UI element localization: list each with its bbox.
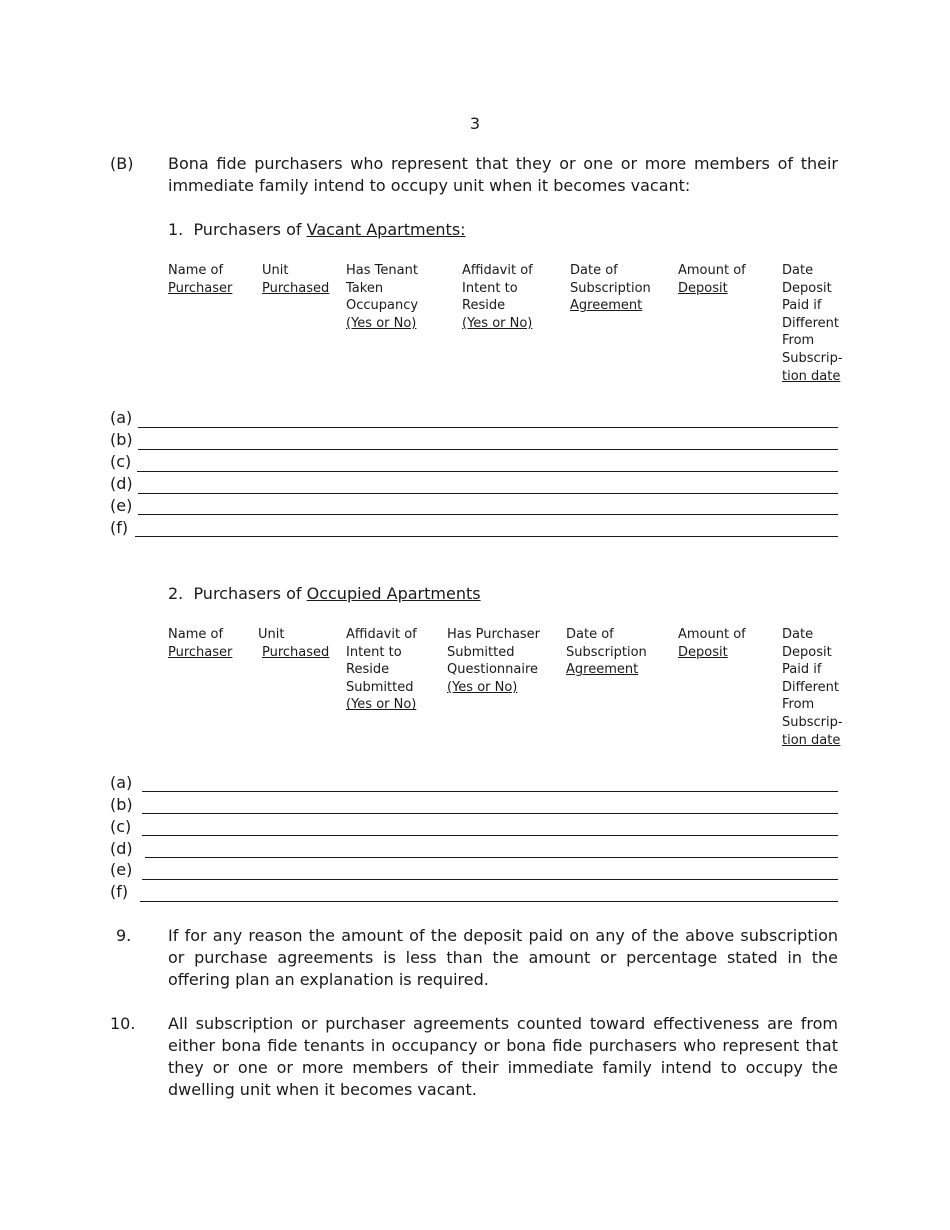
s2-col-date-deposit-paid: Date Deposit Paid if Different From Subscrip- tion date xyxy=(782,627,843,748)
s2-col-name-of-purchaser: Name of Purchaser xyxy=(168,627,233,660)
subsection-2-heading xyxy=(168,583,481,605)
item-10-number: 10. xyxy=(110,1014,136,1033)
s2-col-affidavit-of-intent: Affidavit of Intent to Reside Submitted (Yes or No) xyxy=(346,627,417,713)
s2-row-a-line[interactable] xyxy=(142,791,838,792)
subsection-2-number: 2. xyxy=(168,584,184,603)
subsection-2-prefix: Purchasers of xyxy=(193,584,307,603)
s2-col-has-purchaser-submitted: Has Purchaser Submitted Questionnaire (Yes or No) xyxy=(447,627,541,695)
s1-row-label: (f) xyxy=(110,518,129,537)
subsection-1-heading xyxy=(168,219,466,241)
s1-row-label: (c) xyxy=(110,452,132,471)
s2-row-f-line[interactable] xyxy=(140,901,838,902)
s2-row-e-line[interactable] xyxy=(142,879,838,880)
s1-col-unit-purchased: Unit Purchased xyxy=(262,263,330,296)
s2-col-amount-of-deposit: Amount of Deposit xyxy=(678,627,746,660)
subsection-1-prefix: Purchasers of xyxy=(193,220,307,239)
s1-col-has-tenant-taken-occupancy: Has Tenant Taken Occupancy (Yes or No) xyxy=(346,263,419,331)
s2-row-d-line[interactable] xyxy=(145,857,838,858)
s1-row-e-line[interactable] xyxy=(138,514,838,515)
s2-row-label: (c) xyxy=(110,817,132,836)
s2-row-label: (e) xyxy=(110,860,133,879)
s1-col-date-deposit-paid: Date Deposit Paid if Different From Subscrip- tion date xyxy=(782,263,843,384)
s2-row-b-line[interactable] xyxy=(142,813,838,814)
s2-row-label: (f) xyxy=(110,882,129,901)
s1-row-f-line[interactable] xyxy=(135,536,838,537)
s2-row-label: (d) xyxy=(110,839,133,858)
s2-col-unit-purchased: Unit Purchased xyxy=(258,627,330,660)
item-9-number: 9. xyxy=(116,926,132,945)
section-b-text: Bona fide purchasers who represent that they or one or more members of their immediate family intend to occupy unit when it becomes vacant: xyxy=(168,154,838,195)
s2-row-label: (b) xyxy=(110,795,133,814)
s1-row-a-line[interactable] xyxy=(138,427,838,428)
s1-row-d-line[interactable] xyxy=(138,493,838,494)
subsection-2-underlined: Occupied Apartments xyxy=(306,584,481,603)
item-10-text: All subscription or purchaser agreements counted toward effectiveness are from either bona fide tenants in occupancy or bona fide purchasers who represent that they or one or more members of their immediate family intend to occupy the dwelling unit when it becomes vacant. xyxy=(168,1014,838,1099)
s1-row-label: (e) xyxy=(110,496,133,515)
page-number: 3 xyxy=(469,114,481,133)
s1-row-b-line[interactable] xyxy=(138,449,838,450)
s2-col-date-of-subscription: Date of Subscription Agreement xyxy=(566,627,647,678)
s1-col-date-of-subscription: Date of Subscription Agreement xyxy=(570,263,651,314)
s1-col-affidavit-of-intent: Affidavit of Intent to Reside (Yes or No) xyxy=(462,263,533,331)
s1-row-label: (a) xyxy=(110,408,133,427)
s1-row-c-line[interactable] xyxy=(137,471,838,472)
subsection-1-number: 1. xyxy=(168,220,184,239)
s2-row-c-line[interactable] xyxy=(142,835,838,836)
section-b-label: (B) xyxy=(110,154,134,173)
subsection-1-underlined: Vacant Apartments: xyxy=(306,220,466,239)
item-9-text: If for any reason the amount of the deposit paid on any of the above subscription or purchase agreements is less than the amount or percentage stated in the offering plan an explanation is required. xyxy=(168,926,838,989)
s1-row-label: (b) xyxy=(110,430,133,449)
s1-col-amount-of-deposit: Amount of Deposit xyxy=(678,263,746,296)
s2-row-label: (a) xyxy=(110,773,133,792)
s1-row-label: (d) xyxy=(110,474,133,493)
s1-col-name-of-purchaser: Name of Purchaser xyxy=(168,263,233,296)
